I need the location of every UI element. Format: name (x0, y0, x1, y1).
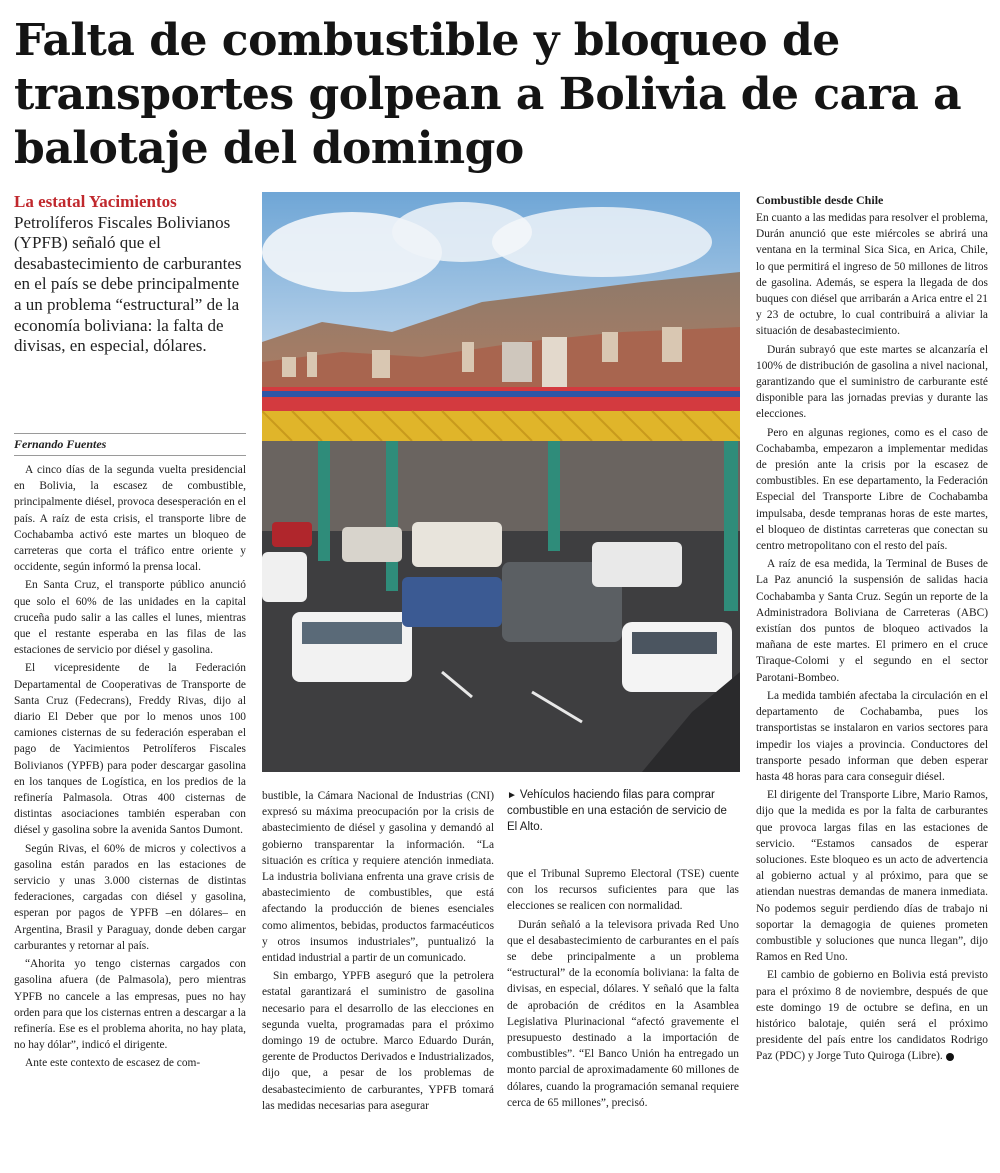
paragraph: La medida también afectaba la circulación en el departamento de Cochabamba, pues los transportistas se instalaron en varios sectores para impedir los viajes a provincia. Conductores del transporte pesado informan que deben esperar hasta 48 horas para cara conseguir diésel. (756, 689, 988, 783)
paragraph: El vicepresidente de la Federación Departamental de Cooperativas de Transporte de Santa Cruz (Fedecrans), Freddy Rivas, dijo al diario El Deber que por lo menos unos 100 camiones cisternas de su federación esperaban el pago de Yacimientos Petrolíferos Fiscales Bolivianos (YPFB) para poder descargar gasolina en los tanques de Logística, en los predios de la refinería Palmasola. Otras 400 cisternas de distintas asociaciones también esperaban con diésel y gasolina sobre la avenida Santos Dumont. (14, 662, 246, 837)
paragraph: Según Rivas, el 60% de micros y colectivos a gasolina están parados en las estaciones de servicio y unas 3.000 cisternas de distintas federaciones, cargadas con diésel y gasolina, esperan por pagos de YPFB –en dólares– en Argentina, Brasil y Paraguay, donde deben cargar carburantes y retornar al país. (14, 842, 246, 952)
headline: Falta de combustible y bloqueo de transportes golpean a Bolivia de cara a balotaje del domingo (14, 15, 962, 174)
paragraph: Pero en algunas regiones, como es el caso de Cochabamba, empezaron a implementar medidas de presión ante la crisis por la escasez de combustibles. En ese departamento, la Federación Especial del Transporte Libre de Cochabamba impulsaba, desde tempranas horas de este martes, el bloqueo de distintas carreteras que conectan su centro metropolitano con el resto del país. (756, 426, 988, 553)
article-column-4 (756, 192, 988, 1067)
paragraph: que el Tribunal Supremo Electoral (TSE) cuente con los recursos suficientes para que las elecciones se realicen con normalidad. (507, 868, 739, 913)
paragraph: A raíz de esa medida, la Terminal de Buses de La Paz anunció la suspensión de salidas hacia Cochabamba y Santa Cruz. Según un reporte de la Administradora Boliviana de Carreteras (ABC) existían dos puntos de bloqueo activados la mañana de este martes. El primero en el cruce Tiraque-Colomi y el segundo en el sector Parotani-Bombeo. (756, 558, 988, 684)
article-column-2 (262, 788, 494, 1116)
paragraph-last-text: El cambio de gobierno en Bolivia está previsto para el próximo 8 de noviembre, después de que este domingo 19 de octubre se defina, en un histórico balotaje, quién será el próximo presidente del país entre los candidatos Rodrigo Paz (PDC) y Jorge Tuto Quiroga (Libre). (756, 969, 988, 1063)
paragraph-last (756, 967, 988, 1064)
end-mark-icon (946, 1053, 954, 1061)
kicker-text: Petrolíferos Fiscales Bolivianos (YPFB) señaló que el desabastecimiento de carburantes en el país se debe principalmente a un problema “estructural” de la economía boliviana: la falta de divisas, en especial, dólares. (14, 212, 242, 356)
kicker (14, 192, 246, 357)
article-column-1 (14, 462, 246, 1074)
paragraph: El dirigente del Transporte Libre, Mario Ramos, dijo que la medida es por la falta de carburantes que provoca largas filas en las estaciones de servicio. “Estamos cansados de esperar soluciones. Este bloqueo es un acto de advertencia al gobierno actual y al próximo, para que se atiendan nuestras demandas de manera inmediata. No podemos seguir perdiendo días de trabajo ni soportar la demagogia de quienes prometen combustible y soluciones que nunca llegan”, dijo Ramos en Red Uno. (756, 789, 988, 964)
paragraph: bustible, la Cámara Nacional de Industrias (CNI) expresó su máxima preocupación por la crisis de abastecimiento de diésel y gasolina y demandó al gobierno transparentar la información. “La situación es crítica y requiere atención inmediata. La industria boliviana enfrenta una grave crisis de abastecimiento de combustibles, que está afectando la producción de bienes esenciales como alimentos, bebidas, productos farmacéuticos y otros insumos industriales”, puntualizó la entidad industrial a partir de un comunicado. (262, 790, 494, 965)
paragraph: En Santa Cruz, el transporte público anunció que solo el 60% de las unidades en la capital cruceña pudo salir a las calles el lunes, mientras que el restante esperaba en las filas de las estaciones de servicio por diésel y gasolina. (14, 579, 246, 657)
caption-arrow-icon: ► (507, 790, 517, 801)
byline-rule-bottom (14, 455, 246, 456)
subheading: Combustible desde Chile (756, 193, 884, 207)
news-photo (262, 192, 740, 772)
paragraph: En cuanto a las medidas para resolver el problema, Durán anunció que este miércoles se abrirá una ventana en la terminal Sica Sica, en Arica, Chile, lo que permitirá el ingreso de 50 millones de litros de gasolina. Además, se espera la llegada de dos buques con diésel que arribarán a Arica entre el 21 y 23 de octubre, lo cual contribuirá a aliviar la situación de desabastecimiento. (756, 212, 988, 338)
paragraph: Ante este contexto de escasez de com- (25, 1057, 201, 1070)
byline-rule-top (14, 433, 246, 434)
paragraph: A cinco días de la segunda vuelta presidencial en Bolivia, la escasez de combustible, principalmente diésel, provoca desesperación en el país. A raíz de esta crisis, el transporte libre de Cochabamba activó este martes un bloqueo de carreteras que corta el tráfico entre oriente y occidente, según informó la prensa local. (14, 464, 246, 574)
paragraph: “Ahorita yo tengo cisternas cargados con gasolina afuera (de Palmasola), pero mientras YPFB no cancele a las empresas, pues no hay orden para que los cisternas entren a descargar a la refinería. Ese es el problema ahorita, no hay plata, no hay dólar”, indicó el dirigente. (14, 958, 246, 1052)
byline: Fernando Fuentes (14, 437, 107, 451)
paragraph: Sin embargo, YPFB aseguró que la petrolera estatal garantizará el suministro de gasolina necesario para el desarrollo de las elecciones en segunda vuelta, programadas para el próximo domingo 19 de octubre. Marco Eduardo Durán, gerente de Productos Derivados e Industrializados, dijo que, a pesar de los problemas de desabastecimiento de carburantes, YPFB tomará las medidas necesarias para asegurar (262, 970, 494, 1112)
kicker-lead: La estatal Yacimientos (14, 192, 177, 211)
caption-text: Vehículos haciendo filas para comprar combustible en una estación de servicio de El Alto. (507, 789, 727, 833)
paragraph: Durán señaló a la televisora privada Red Uno que el desabastecimiento de carburantes en el país se debe principalmente a un problema “estructural” de la economía boliviana: la falta de divisas, en especial, dólares. Y señaló que la falta de aprobación de créditos en la Asamblea Legislativa Plurinacional “afectó gravemente el presupuesto destinado a la importación de combustibles”. “El Banco Unión ha entregado un monto parcial de aproximadamente 60 millones de dólares, cuando la programación semanal requiere cerca de 65 millones”, precisó. (507, 918, 739, 1109)
article-column-3 (507, 866, 739, 1113)
photo-caption (507, 788, 739, 835)
paragraph: Durán subrayó que este martes se alcanzaría el 100% de distribución de gasolina a nivel nacional, garantizando que el suministro de carburante esté disponible para las jornadas previas y durante las elecciones. (756, 343, 988, 421)
